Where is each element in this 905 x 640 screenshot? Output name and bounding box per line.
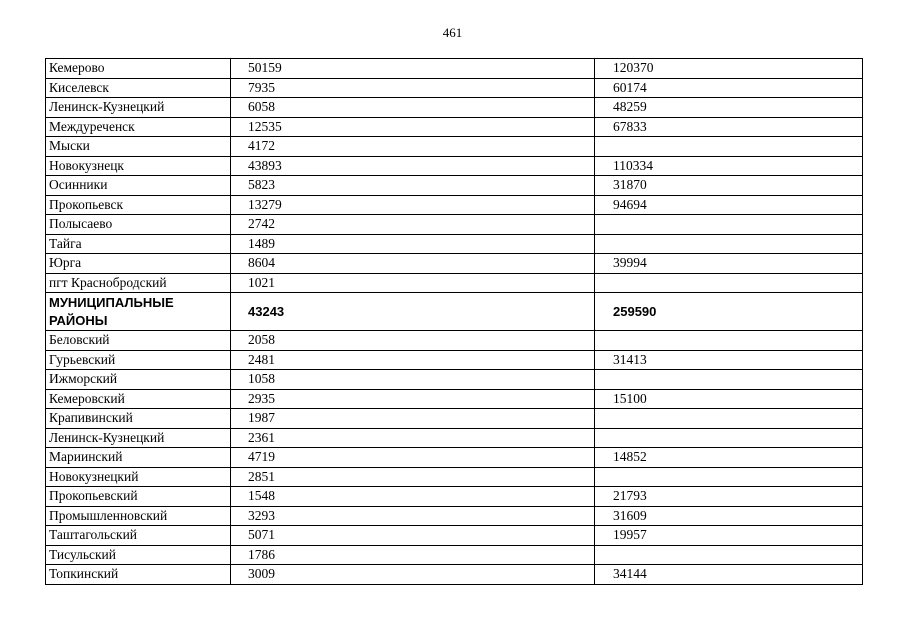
cell-name: Беловский <box>46 331 231 351</box>
cell-value-3 <box>595 273 863 293</box>
cell-value-3: 34144 <box>595 565 863 585</box>
table-row <box>46 156 863 176</box>
cell-value-3: 67833 <box>595 117 863 137</box>
cell-value-3: 48259 <box>595 98 863 118</box>
cell-name: Мариинский <box>46 448 231 468</box>
cell-value-2: 8604 <box>231 254 595 274</box>
cell-name: Гурьевский <box>46 350 231 370</box>
table-row <box>46 467 863 487</box>
cell-name: Междуреченск <box>46 117 231 137</box>
cell-name: Тисульский <box>46 545 231 565</box>
cell-value-2: 3009 <box>231 565 595 585</box>
cell-name: Мыски <box>46 137 231 157</box>
table-row <box>46 195 863 215</box>
cell-value-3 <box>595 234 863 254</box>
table-row <box>46 137 863 157</box>
cell-value-3 <box>595 409 863 429</box>
cell-name: Новокузнецк <box>46 156 231 176</box>
cell-value-2: 7935 <box>231 78 595 98</box>
table-row <box>46 273 863 293</box>
table-row <box>46 176 863 196</box>
cell-value-2: 2361 <box>231 428 595 448</box>
cell-value-2: 12535 <box>231 117 595 137</box>
table-row <box>46 215 863 235</box>
cell-value-3 <box>595 467 863 487</box>
cell-value-2: 5823 <box>231 176 595 196</box>
cell-value-2: 50159 <box>231 59 595 79</box>
cell-value-3: 110334 <box>595 156 863 176</box>
data-table <box>45 58 863 585</box>
cell-value-3: 60174 <box>595 78 863 98</box>
cell-value-2: 4719 <box>231 448 595 468</box>
cell-value-2: 4172 <box>231 137 595 157</box>
cell-value-2: 2481 <box>231 350 595 370</box>
cell-name: Прокопьевск <box>46 195 231 215</box>
cell-value-3: 19957 <box>595 526 863 546</box>
cell-name: Прокопьевский <box>46 487 231 507</box>
cell-value-3: 31609 <box>595 506 863 526</box>
cell-name: МУНИЦИПАЛЬНЫЕ РАЙОНЫ <box>46 293 231 331</box>
cell-name: Полысаево <box>46 215 231 235</box>
cell-value-3: 14852 <box>595 448 863 468</box>
cell-name: Тайга <box>46 234 231 254</box>
table-row <box>46 350 863 370</box>
cell-value-2: 1786 <box>231 545 595 565</box>
table-row <box>46 389 863 409</box>
cell-name: Таштагольский <box>46 526 231 546</box>
cell-value-3: 259590 <box>595 293 863 331</box>
table-body <box>46 59 863 585</box>
cell-name: Топкинский <box>46 565 231 585</box>
cell-value-2: 6058 <box>231 98 595 118</box>
table-row <box>46 487 863 507</box>
cell-value-3: 94694 <box>595 195 863 215</box>
cell-value-2: 1489 <box>231 234 595 254</box>
cell-value-2: 1021 <box>231 273 595 293</box>
table-row <box>46 254 863 274</box>
table-row <box>46 370 863 390</box>
cell-value-3 <box>595 428 863 448</box>
cell-value-2: 1548 <box>231 487 595 507</box>
table-section-row <box>46 293 863 331</box>
table-row <box>46 78 863 98</box>
cell-value-2: 43243 <box>231 293 595 331</box>
cell-name: Ленинск-Кузнецкий <box>46 428 231 448</box>
cell-name: Кемеровский <box>46 389 231 409</box>
page-number: 461 <box>442 25 463 40</box>
cell-name: Юрга <box>46 254 231 274</box>
cell-value-3: 15100 <box>595 389 863 409</box>
cell-value-3: 31870 <box>595 176 863 196</box>
cell-value-3: 120370 <box>595 59 863 79</box>
table-row <box>46 526 863 546</box>
cell-value-3 <box>595 545 863 565</box>
cell-value-3 <box>595 137 863 157</box>
cell-name: Киселевск <box>46 78 231 98</box>
cell-value-2: 2851 <box>231 467 595 487</box>
cell-value-3: 21793 <box>595 487 863 507</box>
cell-value-2: 3293 <box>231 506 595 526</box>
cell-value-2: 5071 <box>231 526 595 546</box>
table-row <box>46 409 863 429</box>
cell-value-2: 1987 <box>231 409 595 429</box>
cell-name: Осинники <box>46 176 231 196</box>
cell-value-3 <box>595 215 863 235</box>
cell-name: пгт Краснобродский <box>46 273 231 293</box>
cell-value-2: 13279 <box>231 195 595 215</box>
cell-value-2: 1058 <box>231 370 595 390</box>
table-row <box>46 234 863 254</box>
cell-value-3 <box>595 370 863 390</box>
cell-value-2: 43893 <box>231 156 595 176</box>
cell-value-3: 31413 <box>595 350 863 370</box>
table-row <box>46 117 863 137</box>
cell-name: Кемерово <box>46 59 231 79</box>
cell-value-3: 39994 <box>595 254 863 274</box>
table-row <box>46 428 863 448</box>
cell-name: Промышленновский <box>46 506 231 526</box>
table-row <box>46 331 863 351</box>
cell-value-3 <box>595 331 863 351</box>
cell-value-2: 2742 <box>231 215 595 235</box>
cell-name: Крапивинский <box>46 409 231 429</box>
table-row <box>46 59 863 79</box>
table-row <box>46 545 863 565</box>
table-row <box>46 565 863 585</box>
table-row <box>46 98 863 118</box>
cell-name: Ленинск-Кузнецкий <box>46 98 231 118</box>
table-row <box>46 506 863 526</box>
cell-value-2: 2058 <box>231 331 595 351</box>
cell-value-2: 2935 <box>231 389 595 409</box>
table-row <box>46 448 863 468</box>
cell-name: Новокузнецкий <box>46 467 231 487</box>
cell-name: Ижморский <box>46 370 231 390</box>
